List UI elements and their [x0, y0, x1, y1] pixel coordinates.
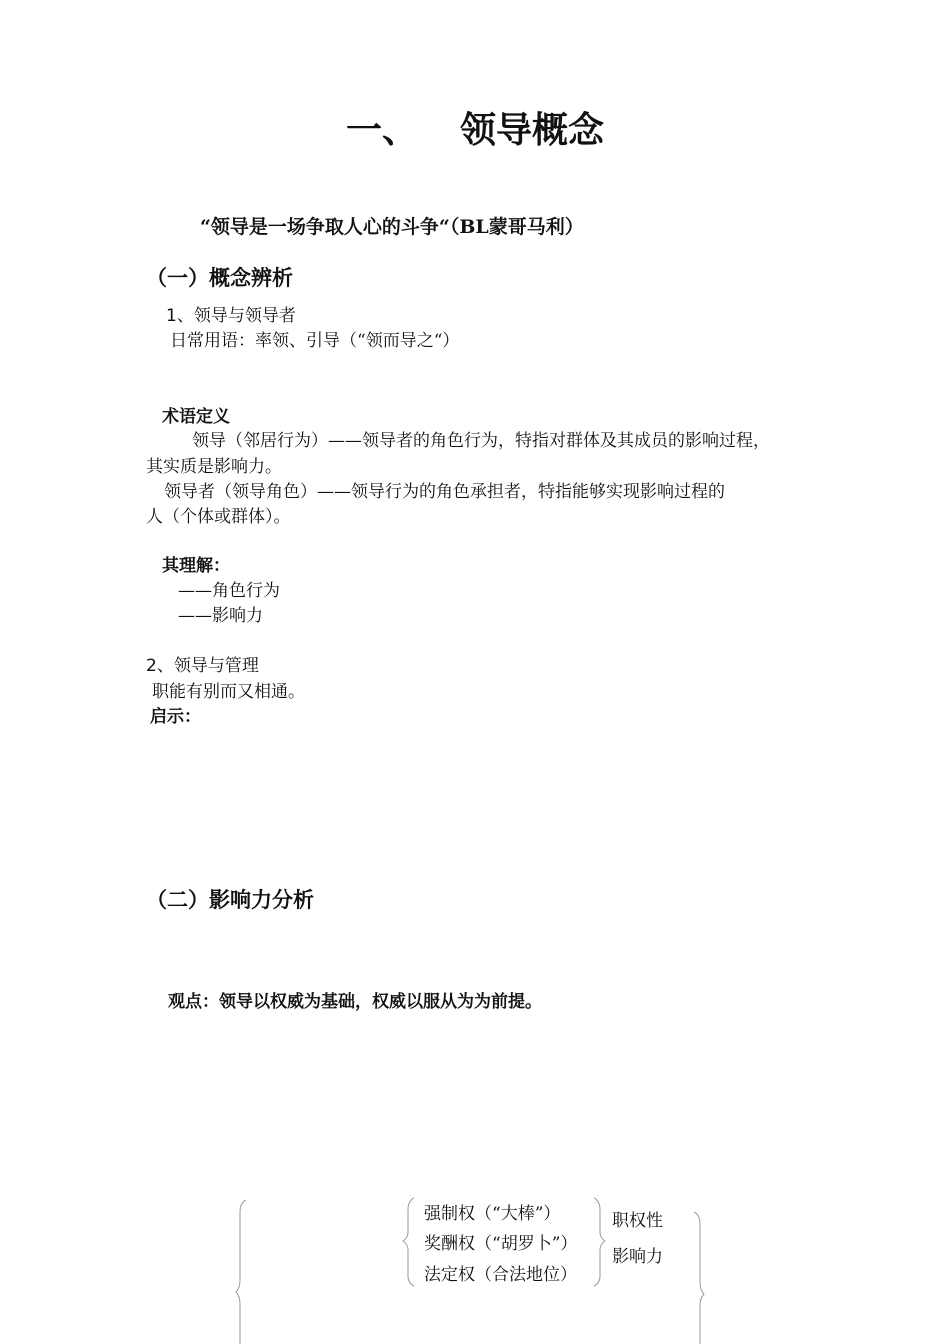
understanding-item: ——影响力 — [178, 606, 263, 626]
opening-quote: “领导是一场争取人心的斗争“（BL蒙哥马利） — [200, 216, 584, 238]
daily-usage-text: 日常用语：率领、引导（“领而导之“） — [170, 331, 460, 351]
relation-text: 职能有别而又相通。 — [152, 682, 305, 702]
power-legitimate: 法定权（合法地位） — [424, 1265, 577, 1285]
term-definition-heading: 术语定义 — [162, 407, 230, 427]
group-label-line1: 职权性 — [612, 1211, 663, 1231]
viewpoint-text: 观点：领导以权威为基础，权威以服从为为前提。 — [168, 992, 542, 1012]
group-label-line2: 影响力 — [612, 1247, 663, 1267]
section-heading-concept: （一）概念辨析 — [146, 266, 293, 290]
definition-leader-line1: 领导者（领导角色）——领导行为的角色承担者，特指能够实现影响过程的 — [164, 482, 725, 502]
outer-right-brace — [694, 1212, 704, 1344]
subheading-management: 2、领导与管理 — [146, 656, 259, 676]
section-heading-influence: （二）影响力分析 — [146, 888, 314, 912]
subheading-leader: 1、领导与领导者 — [166, 306, 296, 326]
outer-left-brace — [236, 1200, 246, 1344]
title-text: 领导概念 — [460, 110, 605, 151]
definition-leadership-line2: 其实质是影响力。 — [146, 457, 282, 477]
understanding-item: ——角色行为 — [178, 581, 280, 601]
insight-label: 启示： — [150, 707, 201, 727]
title-number: 一、 — [345, 110, 418, 151]
definition-leadership-line1: 领导（邻居行为）——领导者的角色行为，特指对群体及其成员的影响过程， — [192, 431, 770, 451]
power-coercive: 强制权（“大棒”） — [424, 1204, 561, 1224]
inner-right-brace — [594, 1198, 605, 1286]
definition-leader-line2: 人（个体或群体）。 — [146, 507, 291, 527]
power-reward: 奖酬权（“胡罗卜”） — [424, 1234, 578, 1254]
understanding-heading: 其理解： — [162, 556, 230, 576]
inner-left-brace — [403, 1198, 414, 1286]
